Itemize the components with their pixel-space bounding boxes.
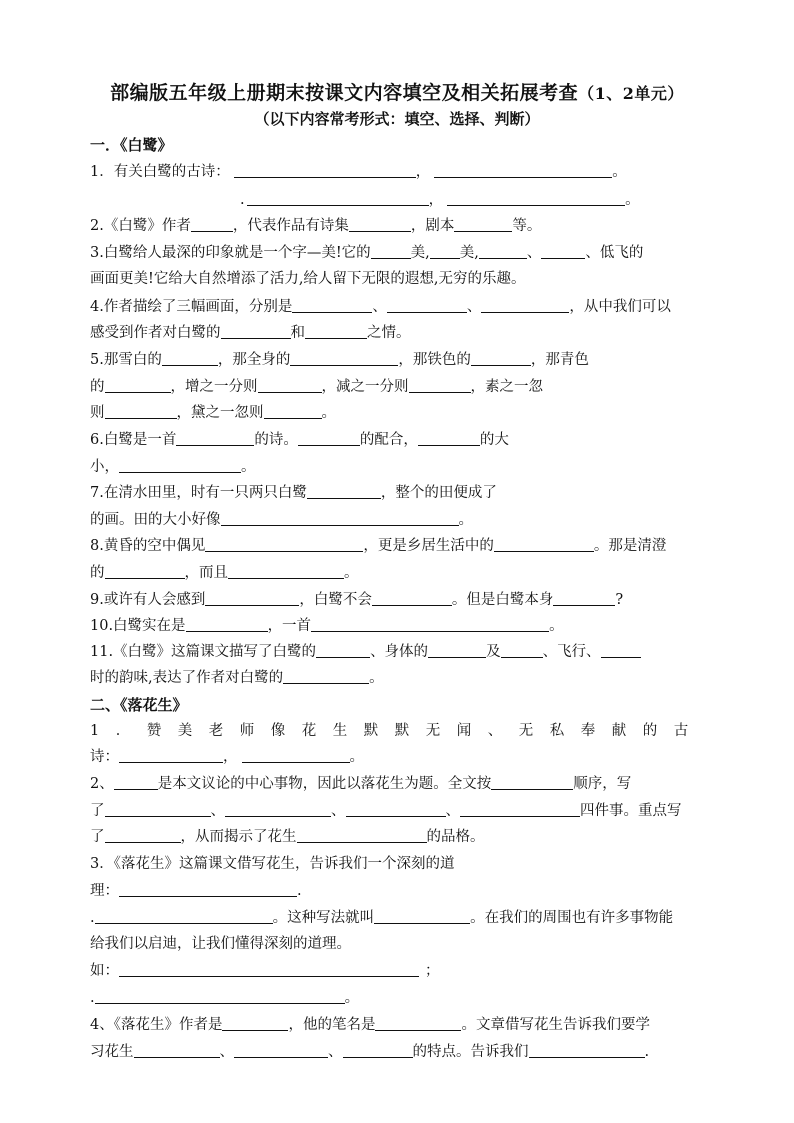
answer-blank[interactable] bbox=[205, 591, 299, 606]
answer-blank[interactable] bbox=[481, 298, 569, 313]
question-1-2: 2.《白鹭》作者 ，代表作品有诗集 ，剧本 等。 bbox=[90, 218, 542, 234]
answer-blank[interactable] bbox=[221, 324, 291, 339]
title-main: 部编版五年级上册期末按课文内容填空及相关拓展考查 bbox=[110, 82, 579, 104]
question-1-4: 4.作者描绘了三幅画面，分别是 、 、 ，从中我们可以 bbox=[90, 299, 671, 315]
question-2-4: 4、《落花生》作者是 ，他的笔名是 。文章借写花生告诉我们要学 bbox=[90, 1017, 650, 1033]
answer-blank[interactable] bbox=[501, 643, 543, 658]
question-2-3-cont2: . 。这种写法就叫 。在我们的周围也有许多事物能 bbox=[90, 910, 674, 926]
title-scope: （1、2单元） bbox=[578, 84, 684, 103]
question-1-8-cont: 的 ，而且 。 bbox=[90, 565, 359, 581]
question-1-1-cont: . ， 。 bbox=[240, 192, 640, 208]
question-2-1-cont: 诗： ， 。 bbox=[90, 749, 364, 765]
question-1-5-cont: 的 ，增之一分则 ，减之一分则 ，素之一忽 bbox=[90, 379, 543, 395]
question-1-10: 10.白鹭实在是 ，一首 。 bbox=[90, 618, 564, 634]
answer-blank[interactable] bbox=[105, 802, 211, 817]
answer-blank[interactable] bbox=[491, 775, 573, 790]
answer-blank[interactable] bbox=[447, 191, 625, 206]
answer-blank[interactable] bbox=[430, 244, 460, 259]
answer-blank[interactable] bbox=[105, 564, 185, 579]
answer-blank[interactable] bbox=[247, 191, 429, 206]
question-2-2: 2、 是本文议论的中心事物，因此以落花生为题。全文按 顺序，写 bbox=[90, 776, 632, 792]
section-heading-luohuasheng: 二、《落花生》 bbox=[90, 696, 188, 714]
question-1-4-cont: 感受到作者对白鹭的 和 之情。 bbox=[90, 325, 411, 341]
answer-blank[interactable] bbox=[305, 324, 367, 339]
answer-blank[interactable] bbox=[601, 643, 641, 658]
answer-blank[interactable] bbox=[119, 748, 223, 763]
question-1-7-cont: 的画。田的大小好像 。 bbox=[90, 512, 473, 528]
question-2-3-cont3: 给我们以启迪，让我们懂得深刻的道理。 bbox=[90, 936, 351, 952]
answer-blank[interactable] bbox=[454, 217, 512, 232]
question-2-3: 3．《落花生》这篇课文借写花生，告诉我们一个深刻的道 bbox=[90, 856, 455, 872]
question-2-2-cont2: 了 ，从而揭示了花生 的品格。 bbox=[90, 829, 485, 845]
answer-blank[interactable] bbox=[205, 537, 363, 552]
answer-blank[interactable] bbox=[316, 643, 370, 658]
answer-blank[interactable] bbox=[222, 1016, 288, 1031]
answer-blank[interactable] bbox=[114, 775, 158, 790]
answer-blank[interactable] bbox=[234, 1043, 328, 1058]
question-1-3: 3.白鹭给人最深的印象就是一个字—美!它的 美, 美, 、 、低飞的 bbox=[90, 245, 644, 261]
answer-blank[interactable] bbox=[471, 351, 531, 366]
answer-blank[interactable] bbox=[191, 217, 233, 232]
page-subtitle: （以下内容常考形式：填空、选择、判断） bbox=[254, 110, 540, 128]
answer-blank[interactable] bbox=[529, 1043, 645, 1058]
answer-blank[interactable] bbox=[105, 378, 171, 393]
answer-blank[interactable] bbox=[162, 351, 218, 366]
answer-blank[interactable] bbox=[434, 163, 612, 178]
question-1-11: 11.《白鹭》这篇课文描写了白鹭的 、身体的 及 、飞行、 bbox=[90, 643, 641, 661]
answer-blank[interactable] bbox=[95, 909, 273, 924]
question-2-3-cont: 理： . bbox=[90, 883, 302, 899]
answer-blank[interactable] bbox=[242, 748, 350, 763]
answer-blank[interactable] bbox=[541, 244, 585, 259]
question-2-3-cont4: 如： ； bbox=[90, 963, 440, 979]
answer-blank[interactable] bbox=[290, 351, 398, 366]
question-1-1: 1．有关白鹭的古诗： ， 。 bbox=[90, 164, 627, 180]
answer-blank[interactable] bbox=[418, 431, 480, 446]
answer-blank[interactable] bbox=[95, 989, 345, 1004]
answer-blank[interactable] bbox=[375, 1016, 461, 1031]
answer-blank[interactable] bbox=[186, 617, 268, 632]
answer-blank[interactable] bbox=[372, 591, 452, 606]
answer-blank[interactable] bbox=[387, 298, 467, 313]
answer-blank[interactable] bbox=[292, 298, 372, 313]
answer-blank[interactable] bbox=[371, 244, 411, 259]
question-2-1: 1．赞美老师像花生默默无闻、无私奉献的古 bbox=[90, 723, 705, 739]
answer-blank[interactable] bbox=[346, 802, 446, 817]
question-1-5: 5.那雪白的 ，那全身的 ，那铁色的 ，那青色 bbox=[90, 352, 589, 368]
answer-blank[interactable] bbox=[349, 217, 411, 232]
answer-blank[interactable] bbox=[176, 431, 254, 446]
answer-blank[interactable] bbox=[460, 802, 580, 817]
answer-blank[interactable] bbox=[105, 404, 177, 419]
question-1-3-cont: 画面更美!它给大自然增添了活力,给人留下无限的遐想,无穷的乐趣。 bbox=[90, 271, 526, 287]
question-1-6-cont: 小， 。 bbox=[90, 459, 256, 475]
answer-blank[interactable] bbox=[297, 828, 427, 843]
answer-blank[interactable] bbox=[119, 882, 297, 897]
question-2-2-cont: 了 、 、 、 四件事。重点写 bbox=[90, 803, 682, 819]
answer-blank[interactable] bbox=[343, 1043, 413, 1058]
answer-blank[interactable] bbox=[119, 458, 241, 473]
answer-blank[interactable] bbox=[428, 643, 486, 658]
answer-blank[interactable] bbox=[374, 909, 470, 924]
question-2-4-cont: 习花生 、 、 的特点。告诉我们 . bbox=[90, 1044, 650, 1060]
question-1-8: 8.黄昏的空中偶见 ，更是乡居生活中的 。那是清澄 bbox=[90, 538, 667, 554]
answer-blank[interactable] bbox=[258, 378, 322, 393]
question-2-3-cont5: . 。 bbox=[90, 990, 360, 1006]
answer-blank[interactable] bbox=[134, 1043, 220, 1058]
answer-blank[interactable] bbox=[409, 378, 471, 393]
answer-blank[interactable] bbox=[119, 962, 419, 977]
section-heading-bailu: 一．《白鹭》 bbox=[90, 136, 173, 154]
question-1-6: 6.白鹭是一首 的诗。 的配合， 的大 bbox=[90, 432, 509, 448]
answer-blank[interactable] bbox=[479, 244, 527, 259]
answer-blank[interactable] bbox=[283, 669, 369, 684]
answer-blank[interactable] bbox=[307, 484, 381, 499]
question-1-11-cont: 时的韵味,表达了作者对白鹭的 。 bbox=[90, 670, 384, 686]
answer-blank[interactable] bbox=[228, 564, 344, 579]
question-1-7: 7.在清水田里，时有一只两只白鹭 ，整个的田便成了 bbox=[90, 485, 497, 501]
page-title bbox=[0, 78, 794, 105]
answer-blank[interactable] bbox=[494, 537, 594, 552]
answer-blank[interactable] bbox=[553, 591, 615, 606]
answer-blank[interactable] bbox=[234, 163, 416, 178]
answer-blank[interactable] bbox=[105, 828, 181, 843]
question-1-5-cont2: 则 ，黛之一忽则 。 bbox=[90, 405, 336, 421]
answer-blank[interactable] bbox=[298, 431, 360, 446]
question-1-9: 9.或许有人会感到 ，白鹭不会 。但是白鹭本身 ? bbox=[90, 592, 624, 608]
answer-blank[interactable] bbox=[221, 511, 459, 526]
answer-blank[interactable] bbox=[225, 802, 331, 817]
answer-blank[interactable] bbox=[264, 404, 322, 419]
answer-blank[interactable] bbox=[311, 617, 549, 632]
